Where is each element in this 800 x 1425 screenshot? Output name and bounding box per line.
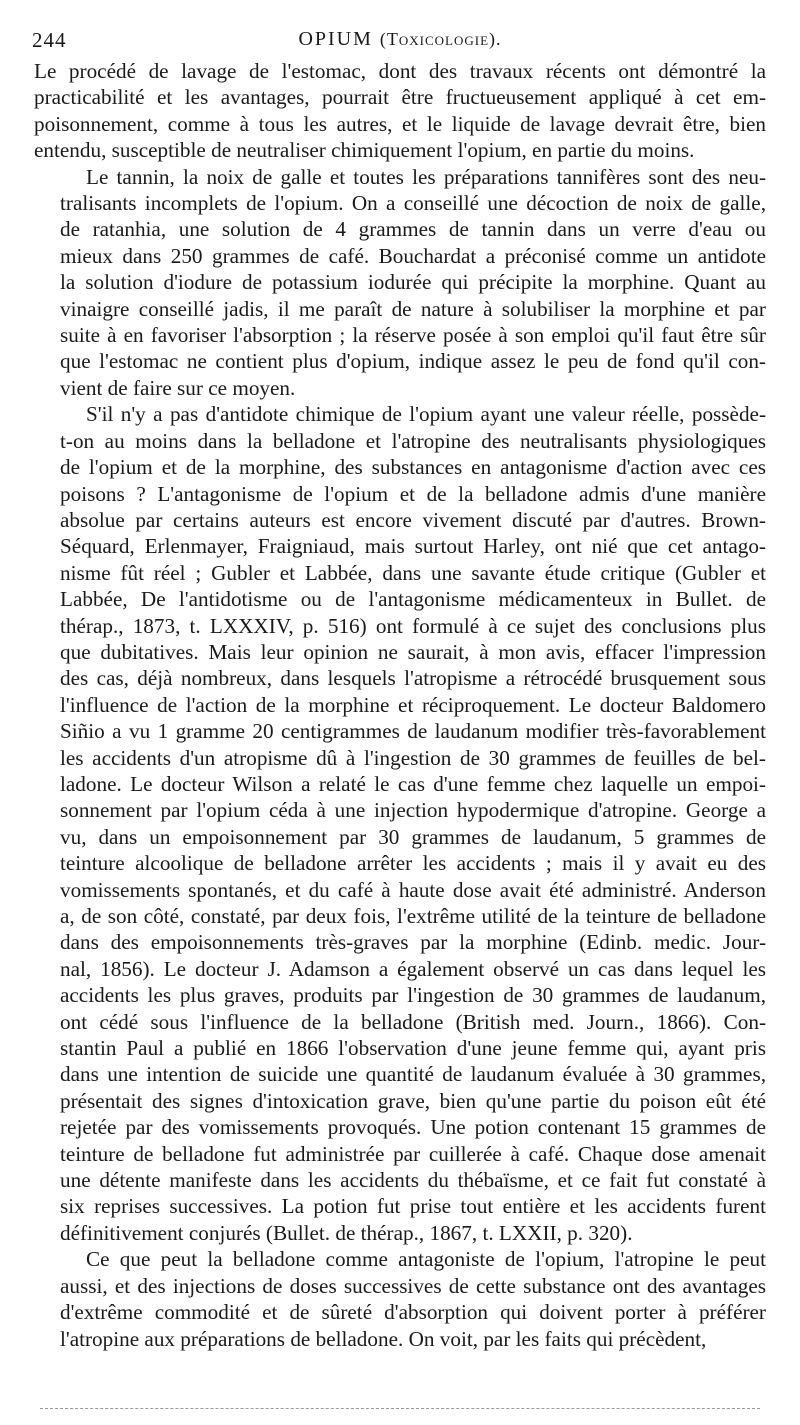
text-line: l'influence de l'action de la morphine et réciproquement. Le docteur Baldomero [60, 692, 766, 717]
text-line: poisons ? L'antagonisme de l'opium et de la belladone admis d'une manière [60, 481, 766, 506]
paragraph-p2 [34, 164, 766, 402]
text-line: ont cédé sous l'influence de la belladone (British med. Journ., 1866). Con- [60, 1009, 766, 1034]
text-line: définitivement conjurés (Bullet. de thérap., 1867, t. LXXII, p. 320). [60, 1220, 633, 1245]
page-number: 244 [32, 28, 67, 52]
text-line: tralisants incomplets de l'opium. On a conseillé une décoction de noix de galle, [60, 191, 766, 216]
paragraph-p4 [34, 1246, 766, 1352]
text-line: poisonnement, comme à tous les autres, et le liquide de lavage devrait être, bien [34, 111, 766, 136]
text-line: teinture alcoolique de belladone arrêter les accidents ; mais il y avait eu des [60, 851, 766, 876]
paragraph-p3 [34, 401, 766, 1246]
text-line: des cas, déjà nombreux, dans lesquels l'atropisme a rétrocédé brusquement sous [60, 666, 766, 691]
text-line: Séquard, Erlenmayer, Fraigniaud, mais surtout Harley, ont nié que cet antago- [60, 534, 766, 559]
text-line: l'atropine aux préparations de belladone. On voit, par les faits qui précèdent, [60, 1326, 707, 1351]
text-line: nisme fût réel ; Gubler et Labbée, dans une savante étude critique (Gubler et [60, 560, 766, 585]
text-line: thérap., 1873, t. LXXXIV, p. 516) ont formulé à ce sujet des conclusions plus [60, 613, 766, 638]
footer-rule [40, 1408, 760, 1410]
text-line: ladone. Le docteur Wilson a relaté le cas d'une femme chez laquelle un empoi- [60, 771, 766, 796]
text-line: suite à en favoriser l'absorption ; la réserve posée à son emploi qu'il faut être sûr [60, 323, 766, 348]
text-line: vomissements spontanés, et du café à haute dose avait été administré. Anderson [60, 877, 766, 902]
body-text [34, 58, 766, 1352]
text-line: rejetée par des vomissements provoqués. Une potion contenant 15 grammes de [60, 1115, 766, 1140]
text-line: dans une intention de suicide une quantité de laudanum évaluée à 30 grammes, [60, 1062, 766, 1087]
text-line: Siñio a vu 1 gramme 20 centigrammes de laudanum modifier très-favorablement [60, 719, 766, 744]
running-title [32, 28, 768, 51]
text-line: t-on au moins dans la belladone et l'atropine des neutralisants physiologiques [60, 428, 766, 453]
text-line: les accidents d'un atropisme dû à l'ingestion de 30 grammes de feuilles de bel- [60, 745, 766, 770]
text-line: six reprises successives. La potion fut prise tout entière et les accidents furent [60, 1194, 766, 1219]
text-line: teinture de belladone fut administrée par cuillerée à café. Chaque dose amenait [60, 1141, 766, 1166]
page-header [32, 28, 768, 58]
text-line: accidents les plus graves, produits par l'ingestion de 30 grammes de laudanum, [60, 983, 766, 1008]
text-line: absolue par certains auteurs est encore vivement discuté par d'autres. Brown- [60, 507, 766, 532]
text-line: S'il n'y a pas d'antidote chimique de l'opium ayant une valeur réelle, possède- [86, 402, 766, 427]
text-line: Le tannin, la noix de galle et toutes les préparations tannifères sont des neu- [86, 164, 766, 189]
running-title-main: OPIUM [298, 28, 373, 50]
paragraph-p1 [34, 58, 766, 164]
text-line: nal, 1856). Le docteur J. Adamson a également observé un cas dans lequel les [60, 956, 766, 981]
text-line: d'extrême commodité et de sûreté d'absorption qui doivent porter à préférer [60, 1300, 766, 1325]
text-line: vinaigre conseillé jadis, il me paraît de nature à solubiliser la morphine et par [60, 296, 766, 321]
text-line: stantin Paul a publié en 1866 l'observation d'une jeune femme qui, ayant pris [60, 1036, 766, 1061]
running-title-subtitle: (Toxicologie). [379, 29, 502, 49]
text-line: que l'estomac ne contient plus d'opium, indique assez le peu de fond qu'il con- [60, 349, 766, 374]
text-line: de ratanhia, une solution de 4 grammes de tannin dans un verre d'eau ou [60, 217, 766, 242]
text-line: mieux dans 250 grammes de café. Bouchardat a préconisé comme un antidote [60, 243, 766, 268]
text-line: Le procédé de lavage de l'estomac, dont des travaux récents ont démontré la [34, 59, 766, 83]
text-line: vient de faire sur ce moyen. [60, 375, 296, 400]
text-line: de l'opium et de la morphine, des substances en antagonisme d'action avec ces [60, 455, 766, 480]
text-line: practicabilité et les avantages, pourrait être fructueusement appliqué à cet em- [34, 85, 766, 110]
text-line: la solution d'iodure de potassium iodurée qui précipite la morphine. Quant au [60, 270, 766, 295]
text-line: dans des empoisonnements très-graves par la morphine (Edinb. medic. Jour- [60, 930, 766, 955]
text-line: présentait des signes d'intoxication grave, bien qu'une partie du poison eût été [60, 1088, 766, 1113]
text-line: que dubitatives. Mais leur opinion ne saurait, à mon avis, effacer l'impression [60, 639, 766, 664]
text-line: Ce que peut la belladone comme antagoniste de l'opium, l'atropine le peut [86, 1247, 766, 1272]
text-line: entendu, susceptible de neutraliser chimiquement l'opium, en partie du moins. [34, 138, 695, 163]
text-line: sonnement par l'opium céda à une injection hypodermique d'atropine. George a [60, 798, 766, 823]
text-line: une détente manifeste dans les accidents du thébaïsme, et ce fait fut constaté à [60, 1168, 766, 1193]
text-line: Labbée, De l'antidotisme ou de l'antagonisme médicamenteux in Bullet. de [60, 587, 766, 612]
text-line: vu, dans un empoisonnement par 30 grammes de laudanum, 5 grammes de [60, 824, 766, 849]
text-line: aussi, et des injections de doses successives de cette substance ont des avantages [60, 1273, 766, 1298]
text-line: a, de son côté, constaté, par deux fois, l'extrême utilité de la teinture de belladone [60, 904, 766, 928]
